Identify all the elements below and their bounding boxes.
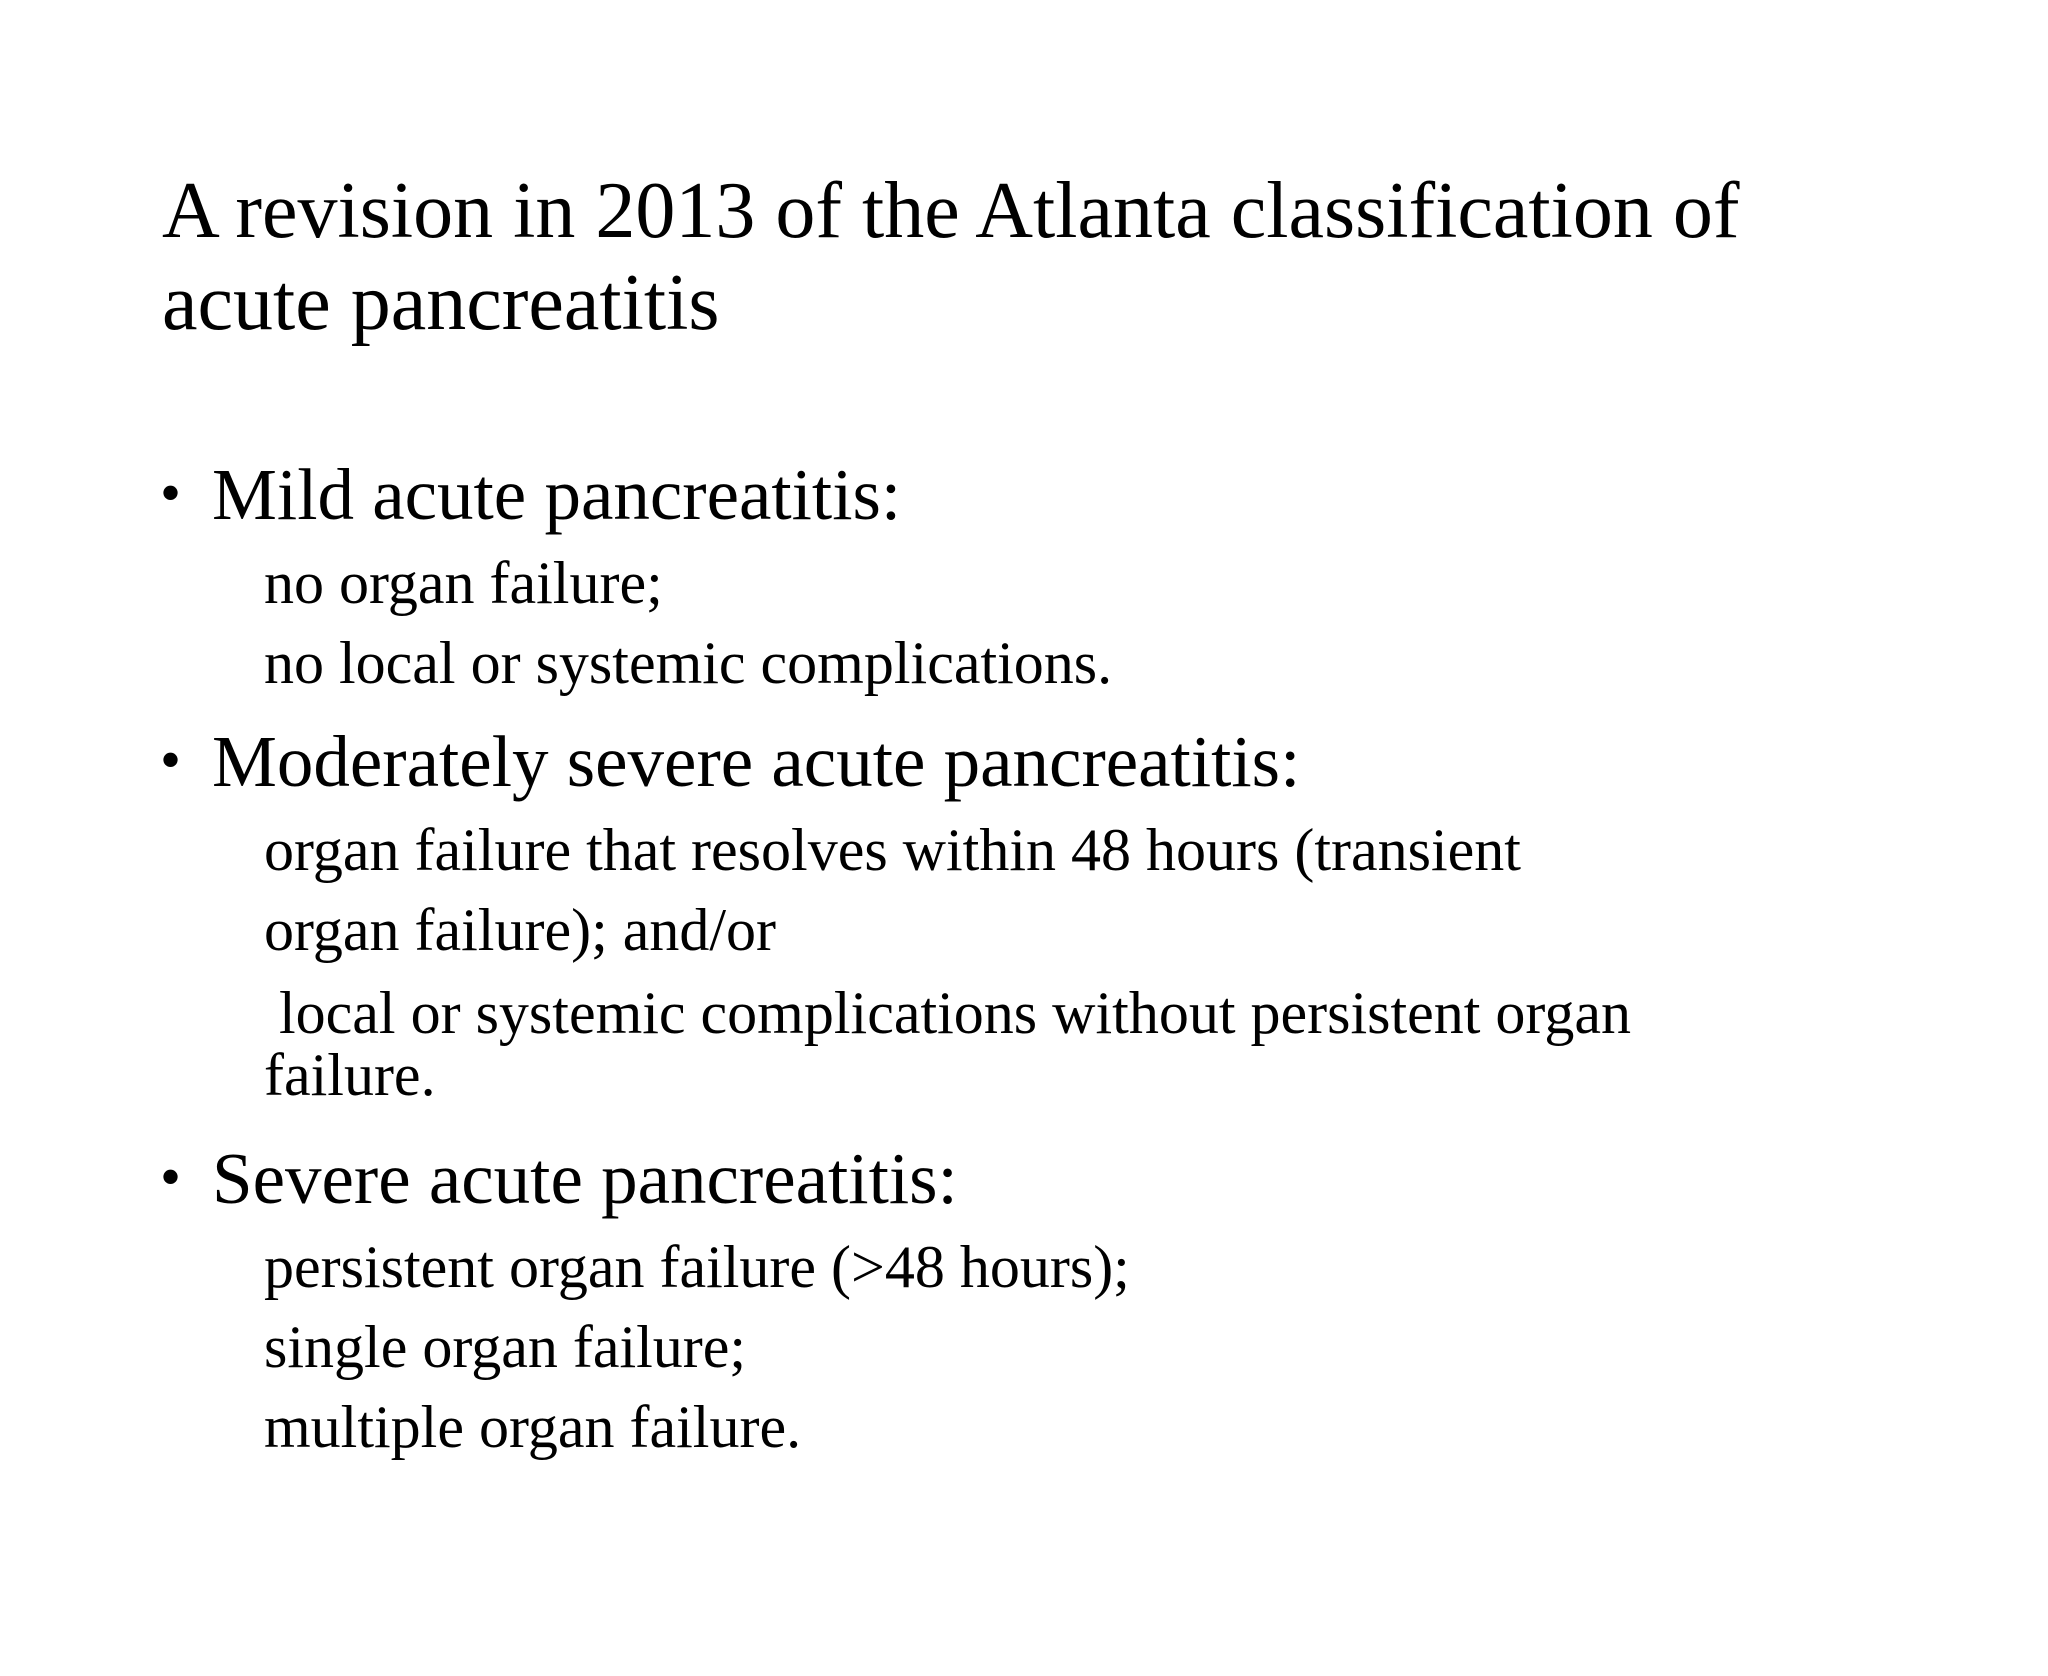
- bullet-icon: •: [160, 1144, 182, 1210]
- section-heading-mild: Mild acute pancreatitis:: [212, 454, 902, 535]
- section-item: no local or systemic complications.: [264, 630, 1113, 696]
- section-item: no organ failure;: [264, 550, 663, 616]
- section-item: failure.: [264, 1042, 436, 1108]
- section-item: organ failure that resolves within 48 hours (transient: [264, 817, 1521, 883]
- bullet-icon: •: [160, 727, 182, 793]
- section-heading-moderately-severe: Moderately severe acute pancreatitis:: [212, 721, 1301, 802]
- section-item: multiple organ failure.: [264, 1394, 802, 1460]
- section-item: local or systemic complications without persistent organ: [264, 980, 1631, 1046]
- section-item: organ failure); and/or: [264, 897, 777, 963]
- section-item: persistent organ failure (>48 hours);: [264, 1234, 1130, 1300]
- section-heading-severe: Severe acute pancreatitis:: [212, 1138, 958, 1219]
- section-item: single organ failure;: [264, 1314, 747, 1380]
- slide-title: A revision in 2013 of the Atlanta classification of acute pancreatitis: [162, 167, 1740, 347]
- bullet-icon: •: [160, 460, 182, 526]
